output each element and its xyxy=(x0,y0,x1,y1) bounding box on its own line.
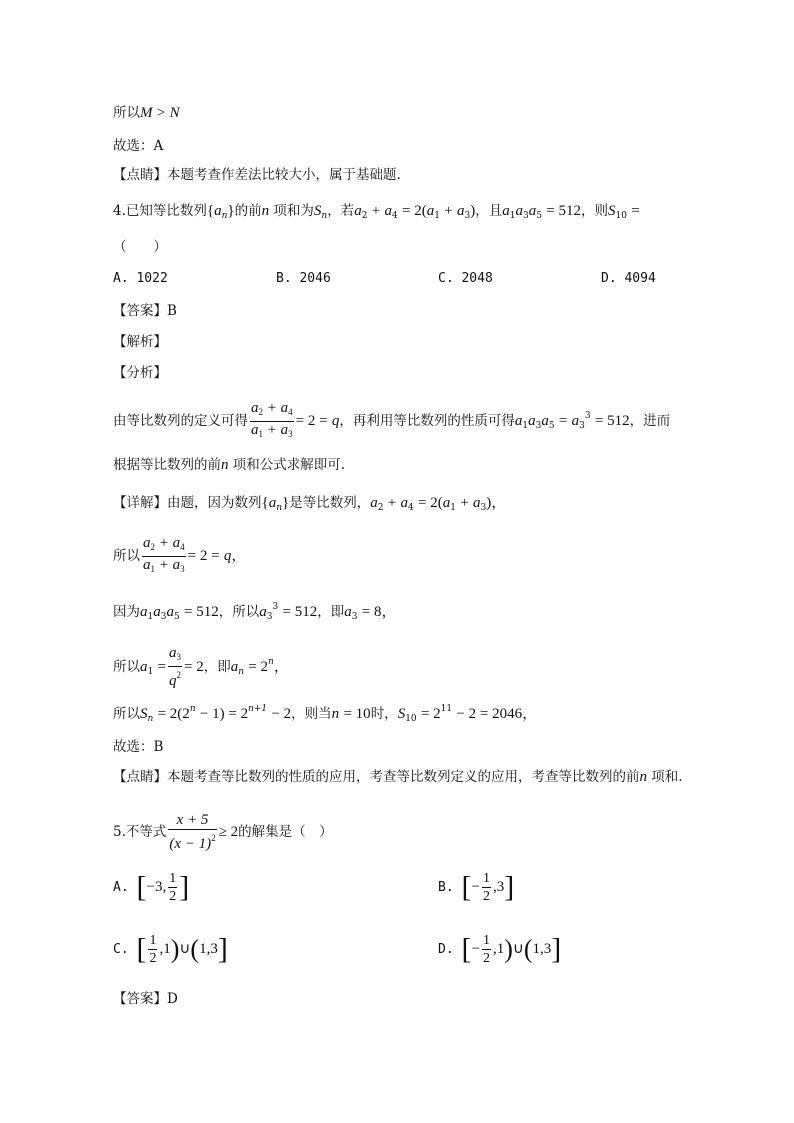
text: ，且 xyxy=(475,203,503,219)
text: ，进而 xyxy=(629,413,671,429)
text: 【点睛】本题考查等比数列的性质的应用，考查等比数列定义的应用，考查等比数列的前 xyxy=(113,769,640,785)
text: 所以 xyxy=(113,105,140,121)
text: 项和公式求解即可. xyxy=(232,457,346,473)
detail-line-1: 【详解】由题，因为数列$\{a_n\}$是等比数列，$a_2 + a_4 = 2(a_1 + a_3)$， xyxy=(113,495,507,513)
line-comment-2: 【点睛】本题考查等比数列的性质的应用，考查等比数列定义的应用，考查等比数列的前n 项和. xyxy=(113,769,683,785)
text: ，则当 xyxy=(291,706,332,722)
q5-option-d: D. [− $\frac{1}{2}$ ,1)∪(1,3] xyxy=(438,932,562,966)
line-conclusion-mn: 所以M > N xyxy=(113,105,180,121)
question-5-stem: 5.不等式 $\frac{x + 5}{(x - 1)^2}$ ≥ 2的解集是（ ） xyxy=(113,812,333,852)
text: 4.已知等比数列 xyxy=(113,203,207,219)
text: 所以 xyxy=(113,659,140,675)
text: ，再利用等比数列的性质可得 xyxy=(339,413,515,429)
fenxi-line-2: 根据等比数列的前n 项和公式求解即可. xyxy=(113,457,346,473)
detail-line-2: 所以 $\frac{a_2 + a_4}{a_1 + a_3}$ = 2 = q， xyxy=(113,535,247,574)
q5-option-b: B. [− $\frac{1}{2}$ ,3] xyxy=(438,870,515,904)
line-answer-d: 【答案】D xyxy=(113,991,178,1007)
line-comment-1: 【点睛】本题考查作差法比较大小，属于基础题. xyxy=(113,167,401,183)
text: 是等比数列， xyxy=(289,495,371,511)
text: 根据等比数列的前 xyxy=(113,457,221,473)
q5-option-c: C. [ $\frac{1}{2}$ ,1)∪(1,3] xyxy=(113,932,228,966)
line-analysis-heading: 【解析】 xyxy=(113,334,167,350)
line-answer-a: 故选：A xyxy=(113,138,164,154)
fenxi-line-1: 由等比数列的定义可得 $\frac{a_2 + a_4}{a_1 + a_3}$ = 2 = q，再利用等比数列的性质可得$a_1a_3a_5 = a_3^3 = 512$，进而 xyxy=(113,400,671,439)
q4-option-b: B. 2046 xyxy=(276,271,331,286)
detail-line-4: 所以$a_1$ = $\frac{a_3}{q^2}$ = 2，即$a_n = 2^n$， xyxy=(113,645,289,689)
text: D. xyxy=(438,942,454,957)
text: 的解集是（ ） xyxy=(238,824,333,840)
line-answer-b2: 故选：B xyxy=(113,739,164,755)
text: ，即 xyxy=(317,604,345,620)
text: C. xyxy=(113,942,129,957)
text: 项和为 xyxy=(273,203,314,219)
line-fenxi-heading: 【分析】 xyxy=(113,365,167,381)
text: 时， xyxy=(370,706,398,722)
text: ，即 xyxy=(203,659,231,675)
question-4-paren: （ ） xyxy=(113,239,167,255)
detail-line-3: 因为$a_1a_3a_5 = 512$，所以$a_3^3 = 512$，即$a_3 = 8$， xyxy=(113,602,397,622)
text: 的前 xyxy=(234,203,262,219)
text: 所以 xyxy=(113,548,140,564)
q4-option-d: D. 4094 xyxy=(601,271,656,286)
q4-option-a: A. 1022 xyxy=(113,271,168,286)
text: ，若 xyxy=(327,203,355,219)
text: 项和. xyxy=(651,769,683,785)
q5-option-a: A. [−3, $\frac{1}{2}$ ] xyxy=(113,870,190,904)
question-4-stem: 4.已知等比数列$\{a_n\}$的前n 项和为$S_n$，若$a_2 + a_4 = 2(a_1 + a_3)$，且$a_1a_3a_5 = 512$，则$S_{10}$ = xyxy=(113,203,640,221)
text: ，则 xyxy=(580,203,608,219)
text: B. xyxy=(438,880,454,895)
text: ，所以 xyxy=(218,604,260,620)
q4-option-c: C. 2048 xyxy=(438,271,493,286)
text: 所以 xyxy=(113,706,140,722)
text: 因为 xyxy=(113,604,140,620)
text: 5.不等式 xyxy=(113,824,167,840)
detail-line-5: 所以$S_n = 2(2^n - 1) = 2^{n+1} - 2$，则当n = 10时，$S_{10} = 2^{11} - 2 = 2046$， xyxy=(113,704,538,724)
text: A. xyxy=(113,880,129,895)
line-answer-b: 【答案】B xyxy=(113,303,177,319)
text: 由等比数列的定义可得 xyxy=(113,413,248,429)
text: 【详解】由题，因为数列 xyxy=(113,495,262,511)
